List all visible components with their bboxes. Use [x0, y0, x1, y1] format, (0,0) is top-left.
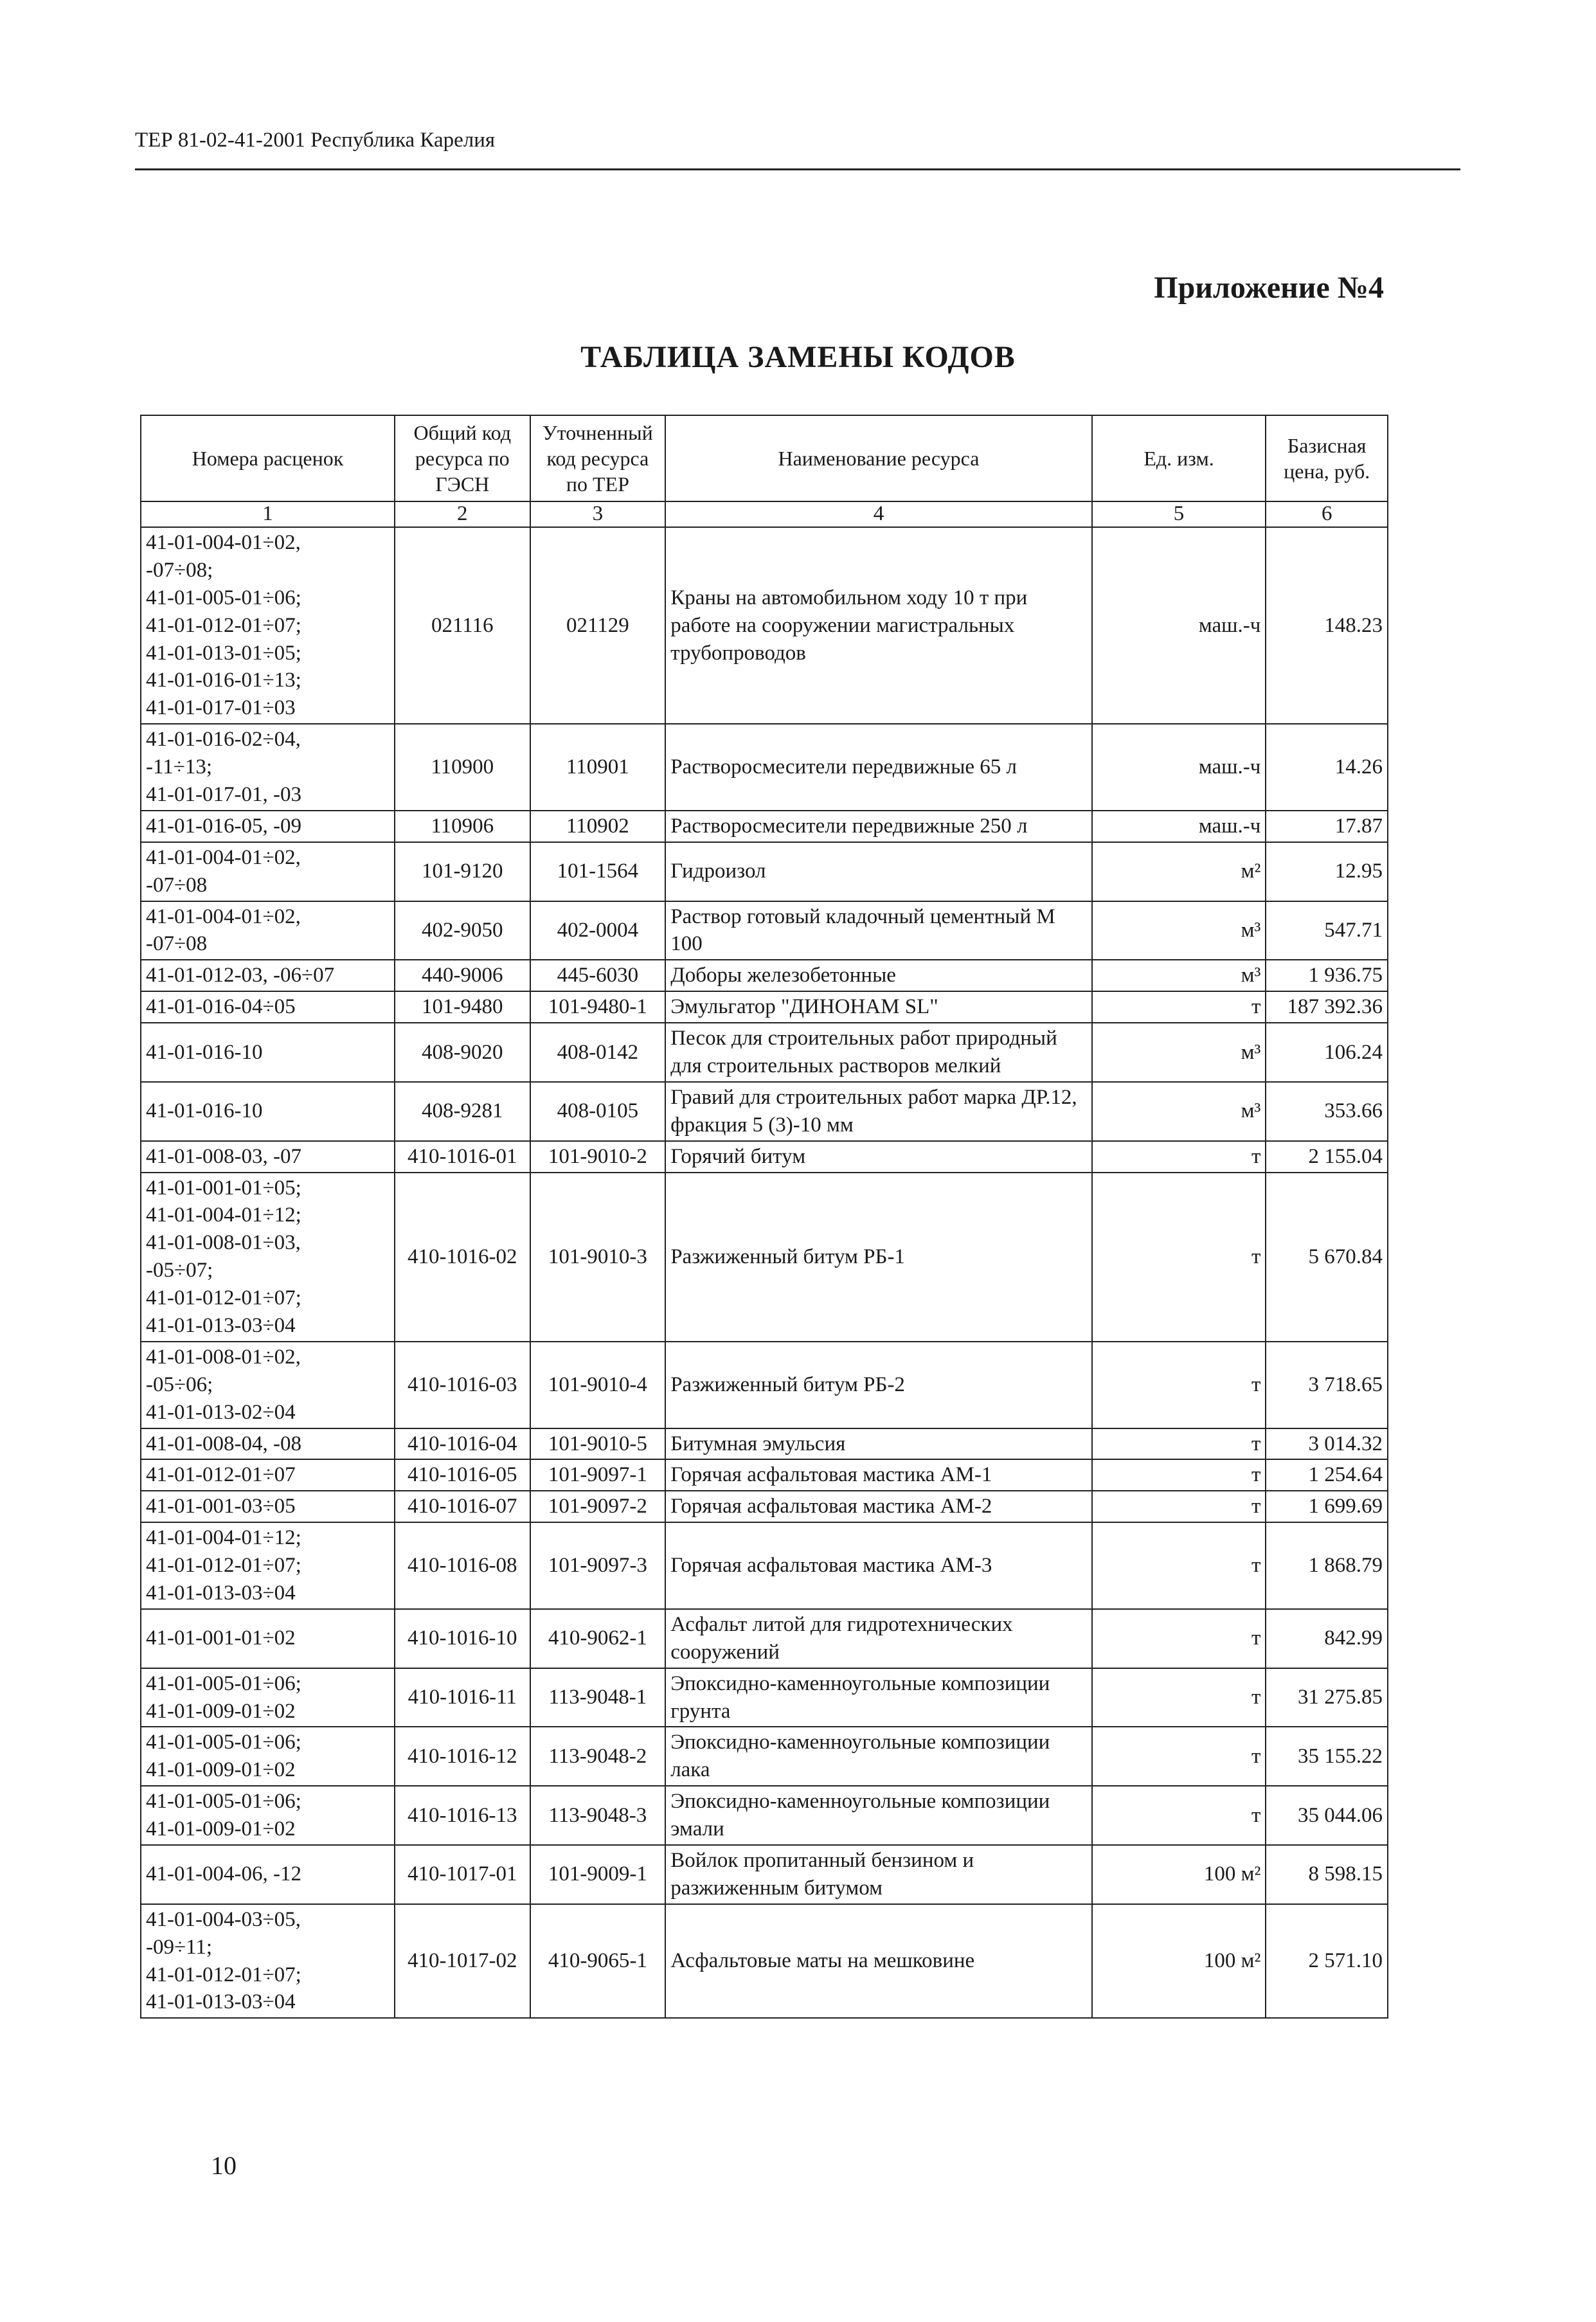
- resource-name-cell: Гравий для строительных работ марка ДР.12, фракция 5 (3)-10 мм: [665, 1082, 1092, 1141]
- gesn-code-cell: 110900: [395, 724, 530, 811]
- rate-numbers-cell: 41-01-001-01÷02: [141, 1609, 395, 1668]
- price-cell: 14.26: [1266, 724, 1388, 811]
- unit-cell: т: [1092, 1141, 1266, 1173]
- rate-numbers-cell: 41-01-008-01÷02, -05÷06; 41-01-013-02÷04: [141, 1342, 395, 1428]
- unit-cell: т: [1092, 1342, 1266, 1428]
- gesn-code-cell: 410-1016-11: [395, 1668, 530, 1727]
- price-cell: 187 392.36: [1266, 991, 1388, 1023]
- ter-code-cell: 110902: [530, 811, 666, 842]
- table-row: [141, 1522, 1388, 1609]
- table-row: [141, 1082, 1388, 1141]
- ter-code-cell: 101-9010-4: [530, 1342, 666, 1428]
- rate-numbers-cell: 41-01-004-01÷02, -07÷08: [141, 842, 395, 901]
- price-cell: 1 699.69: [1266, 1491, 1388, 1522]
- table-row: [141, 1141, 1388, 1173]
- resource-name-cell: Битумная эмульсия: [665, 1428, 1092, 1460]
- resource-name-cell: Асфальт литой для гидротехнических сооружений: [665, 1609, 1092, 1668]
- price-cell: 12.95: [1266, 842, 1388, 901]
- unit-cell: маш.-ч: [1092, 811, 1266, 842]
- ter-code-cell: 410-9062-1: [530, 1609, 666, 1668]
- col-number: 1: [141, 501, 395, 527]
- table-row: [141, 527, 1388, 724]
- rate-numbers-cell: 41-01-016-10: [141, 1023, 395, 1082]
- gesn-code-cell: 410-1016-05: [395, 1459, 530, 1491]
- table-row: [141, 1459, 1388, 1491]
- unit-cell: т: [1092, 1609, 1266, 1668]
- resource-name-cell: Горячая асфальтовая мастика АМ-1: [665, 1459, 1092, 1491]
- unit-cell: м³: [1092, 1082, 1266, 1141]
- unit-cell: 100 м²: [1092, 1904, 1266, 2019]
- unit-cell: 100 м²: [1092, 1845, 1266, 1904]
- gesn-code-cell: 110906: [395, 811, 530, 842]
- gesn-code-cell: 410-1016-01: [395, 1141, 530, 1173]
- gesn-code-cell: 408-9020: [395, 1023, 530, 1082]
- gesn-code-cell: 101-9480: [395, 991, 530, 1023]
- gesn-code-cell: 410-1016-12: [395, 1727, 530, 1786]
- rate-numbers-cell: 41-01-004-01÷12; 41-01-012-01÷07; 41-01-013-03÷04: [141, 1522, 395, 1609]
- gesn-code-cell: 101-9120: [395, 842, 530, 901]
- resource-name-cell: Горячий битум: [665, 1141, 1092, 1173]
- rate-numbers-cell: 41-01-012-03, -06÷07: [141, 960, 395, 991]
- gesn-code-cell: 408-9281: [395, 1082, 530, 1141]
- price-cell: 3 718.65: [1266, 1342, 1388, 1428]
- col-header-ter-code: Уточненный код ресурса по ТЕР: [530, 415, 666, 501]
- rate-numbers-cell: 41-01-005-01÷06; 41-01-009-01÷02: [141, 1786, 395, 1845]
- gesn-code-cell: 410-1016-02: [395, 1173, 530, 1342]
- table-row: [141, 1845, 1388, 1904]
- unit-cell: м³: [1092, 960, 1266, 991]
- header-rule: [135, 168, 1460, 170]
- rate-numbers-cell: 41-01-016-04÷05: [141, 991, 395, 1023]
- table-row: [141, 811, 1388, 842]
- rate-numbers-cell: 41-01-016-10: [141, 1082, 395, 1141]
- col-number: 2: [395, 501, 530, 527]
- running-header: ТЕР 81-02-41-2001 Республика Карелия: [135, 129, 496, 152]
- col-number: 5: [1092, 501, 1266, 527]
- gesn-code-cell: 410-1017-01: [395, 1845, 530, 1904]
- unit-cell: т: [1092, 1727, 1266, 1786]
- price-cell: 842.99: [1266, 1609, 1388, 1668]
- table-row: [141, 1727, 1388, 1786]
- unit-cell: маш.-ч: [1092, 724, 1266, 811]
- ter-code-cell: 408-0105: [530, 1082, 666, 1141]
- unit-cell: маш.-ч: [1092, 527, 1266, 724]
- ter-code-cell: 101-9009-1: [530, 1845, 666, 1904]
- table-row: [141, 1491, 1388, 1522]
- price-cell: 35 155.22: [1266, 1727, 1388, 1786]
- ter-code-cell: 113-9048-3: [530, 1786, 666, 1845]
- resource-name-cell: Горячая асфальтовая мастика АМ-3: [665, 1522, 1092, 1609]
- table-row: [141, 1173, 1388, 1342]
- price-cell: 148.23: [1266, 527, 1388, 724]
- price-cell: 17.87: [1266, 811, 1388, 842]
- ter-code-cell: 101-9010-3: [530, 1173, 666, 1342]
- table-row: [141, 991, 1388, 1023]
- ter-code-cell: 101-1564: [530, 842, 666, 901]
- ter-code-cell: 402-0004: [530, 901, 666, 960]
- price-cell: 547.71: [1266, 901, 1388, 960]
- rate-numbers-cell: 41-01-004-01÷02, -07÷08: [141, 901, 395, 960]
- col-header-rates: Номера расценок: [141, 415, 395, 501]
- gesn-code-cell: 410-1016-07: [395, 1491, 530, 1522]
- resource-name-cell: Растворосмесители передвижные 250 л: [665, 811, 1092, 842]
- resource-name-cell: Разжиженный битум РБ-1: [665, 1173, 1092, 1342]
- gesn-code-cell: 402-9050: [395, 901, 530, 960]
- rate-numbers-cell: 41-01-008-04, -08: [141, 1428, 395, 1460]
- price-cell: 353.66: [1266, 1082, 1388, 1141]
- table-row: [141, 1668, 1388, 1727]
- resource-name-cell: Краны на автомобильном ходу 10 т при работе на сооружении магистральных трубопроводов: [665, 527, 1092, 724]
- ter-code-cell: 445-6030: [530, 960, 666, 991]
- rate-numbers-cell: 41-01-005-01÷06; 41-01-009-01÷02: [141, 1668, 395, 1727]
- gesn-code-cell: 410-1016-03: [395, 1342, 530, 1428]
- resource-name-cell: Песок для строительных работ природный для строительных растворов мелкий: [665, 1023, 1092, 1082]
- gesn-code-cell: 410-1016-04: [395, 1428, 530, 1460]
- col-number: 6: [1266, 501, 1388, 527]
- resource-name-cell: Гидроизол: [665, 842, 1092, 901]
- col-header-unit: Ед. изм.: [1092, 415, 1266, 501]
- price-cell: 31 275.85: [1266, 1668, 1388, 1727]
- unit-cell: т: [1092, 1173, 1266, 1342]
- ter-code-cell: 101-9010-2: [530, 1141, 666, 1173]
- gesn-code-cell: 440-9006: [395, 960, 530, 991]
- unit-cell: т: [1092, 1491, 1266, 1522]
- unit-cell: м³: [1092, 1023, 1266, 1082]
- unit-cell: м²: [1092, 842, 1266, 901]
- price-cell: 8 598.15: [1266, 1845, 1388, 1904]
- price-cell: 1 868.79: [1266, 1522, 1388, 1609]
- price-cell: 2 155.04: [1266, 1141, 1388, 1173]
- rate-numbers-cell: 41-01-001-01÷05; 41-01-004-01÷12; 41-01-008-01÷03, -05÷07; 41-01-012-01÷07; 41-01-013-03÷04: [141, 1173, 395, 1342]
- resource-name-cell: Разжиженный битум РБ-2: [665, 1342, 1092, 1428]
- ter-code-cell: 113-9048-2: [530, 1727, 666, 1786]
- resource-name-cell: Эпоксидно-каменноугольные композиции лака: [665, 1727, 1092, 1786]
- unit-cell: м³: [1092, 901, 1266, 960]
- rate-numbers-cell: 41-01-004-03÷05, -09÷11; 41-01-012-01÷07; 41-01-013-03÷04: [141, 1904, 395, 2019]
- rate-numbers-cell: 41-01-008-03, -07: [141, 1141, 395, 1173]
- column-number-row: [141, 501, 1388, 527]
- resource-name-cell: Эмульгатор "ДИНОНАМ SL": [665, 991, 1092, 1023]
- unit-cell: т: [1092, 1786, 1266, 1845]
- price-cell: 1 936.75: [1266, 960, 1388, 991]
- price-cell: 5 670.84: [1266, 1173, 1388, 1342]
- gesn-code-cell: 410-1016-10: [395, 1609, 530, 1668]
- table-row: [141, 1342, 1388, 1428]
- table-row: [141, 724, 1388, 811]
- ter-code-cell: 408-0142: [530, 1023, 666, 1082]
- unit-cell: т: [1092, 1428, 1266, 1460]
- table-row: [141, 1609, 1388, 1668]
- price-cell: 106.24: [1266, 1023, 1388, 1082]
- unit-cell: т: [1092, 991, 1266, 1023]
- rate-numbers-cell: 41-01-012-01÷07: [141, 1459, 395, 1491]
- col-header-resource-name: Наименование ресурса: [665, 415, 1092, 501]
- ter-code-cell: 021129: [530, 527, 666, 724]
- rate-numbers-cell: 41-01-004-01÷02, -07÷08; 41-01-005-01÷06; 41-01-012-01÷07; 41-01-013-01÷05; 41-01-016-01÷13; 41-01-017-01÷03: [141, 527, 395, 724]
- resource-name-cell: Эпоксидно-каменноугольные композиции эмали: [665, 1786, 1092, 1845]
- page-number: 10: [211, 2151, 237, 2180]
- code-replacement-table: [140, 415, 1388, 2019]
- resource-name-cell: Асфальтовые маты на мешковине: [665, 1904, 1092, 2019]
- rate-numbers-cell: 41-01-016-05, -09: [141, 811, 395, 842]
- unit-cell: т: [1092, 1459, 1266, 1491]
- gesn-code-cell: 410-1016-13: [395, 1786, 530, 1845]
- rate-numbers-cell: 41-01-004-06, -12: [141, 1845, 395, 1904]
- resource-name-cell: Доборы железобетонные: [665, 960, 1092, 991]
- table-row: [141, 901, 1388, 960]
- table-row: [141, 1428, 1388, 1460]
- price-cell: 35 044.06: [1266, 1786, 1388, 1845]
- rate-numbers-cell: 41-01-001-03÷05: [141, 1491, 395, 1522]
- ter-code-cell: 101-9097-3: [530, 1522, 666, 1609]
- resource-name-cell: Войлок пропитанный бензином и разжиженным битумом: [665, 1845, 1092, 1904]
- table-row: [141, 1904, 1388, 2019]
- gesn-code-cell: 021116: [395, 527, 530, 724]
- table-row: [141, 842, 1388, 901]
- appendix-label: Приложение №4: [1154, 271, 1384, 305]
- ter-code-cell: 110901: [530, 724, 666, 811]
- gesn-code-cell: 410-1017-02: [395, 1904, 530, 2019]
- table-title: ТАБЛИЦА ЗАМЕНЫ КОДОВ: [580, 340, 1016, 374]
- table-row: [141, 960, 1388, 991]
- table-row: [141, 1786, 1388, 1845]
- price-cell: 3 014.32: [1266, 1428, 1388, 1460]
- ter-code-cell: 410-9065-1: [530, 1904, 666, 2019]
- resource-name-cell: Растворосмесители передвижные 65 л: [665, 724, 1092, 811]
- table-row: [141, 1023, 1388, 1082]
- ter-code-cell: 101-9480-1: [530, 991, 666, 1023]
- ter-code-cell: 101-9097-2: [530, 1491, 666, 1522]
- unit-cell: т: [1092, 1668, 1266, 1727]
- col-number: 4: [665, 501, 1092, 527]
- ter-code-cell: 101-9010-5: [530, 1428, 666, 1460]
- resource-name-cell: Горячая асфальтовая мастика АМ-2: [665, 1491, 1092, 1522]
- resource-name-cell: Раствор готовый кладочный цементный М 100: [665, 901, 1092, 960]
- rate-numbers-cell: 41-01-016-02÷04, -11÷13; 41-01-017-01, -03: [141, 724, 395, 811]
- ter-code-cell: 101-9097-1: [530, 1459, 666, 1491]
- price-cell: 2 571.10: [1266, 1904, 1388, 2019]
- col-header-gesn-code: Общий код ресурса по ГЭСН: [395, 415, 530, 501]
- gesn-code-cell: 410-1016-08: [395, 1522, 530, 1609]
- unit-cell: т: [1092, 1522, 1266, 1609]
- rate-numbers-cell: 41-01-005-01÷06; 41-01-009-01÷02: [141, 1727, 395, 1786]
- ter-code-cell: 113-9048-1: [530, 1668, 666, 1727]
- table-header-row: [141, 415, 1388, 501]
- table-body: [141, 527, 1388, 2018]
- col-header-price: Базисная цена, руб.: [1266, 415, 1388, 501]
- col-number: 3: [530, 501, 666, 527]
- resource-name-cell: Эпоксидно-каменноугольные композиции грунта: [665, 1668, 1092, 1727]
- price-cell: 1 254.64: [1266, 1459, 1388, 1491]
